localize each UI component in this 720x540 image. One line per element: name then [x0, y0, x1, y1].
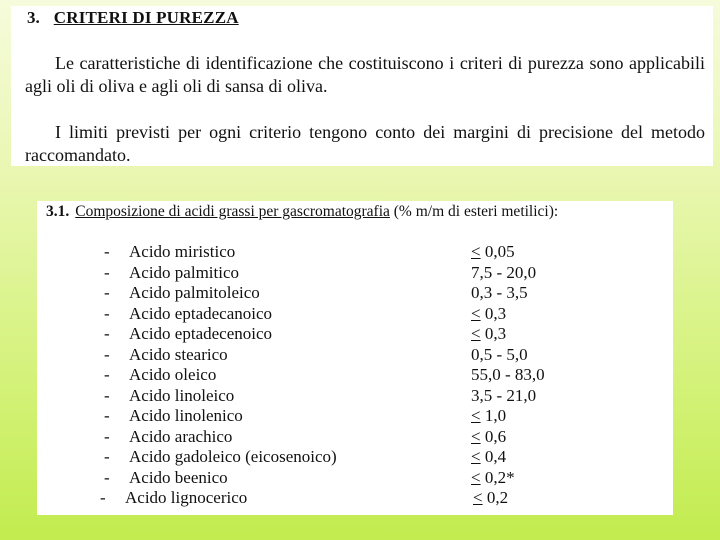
fatty-acid-limit: < 0,05: [471, 242, 515, 261]
subsection-title: Composizione di acidi grassi per gascromatografia: [75, 203, 390, 220]
section-number: 3.: [27, 8, 40, 27]
list-dash: -: [104, 242, 110, 261]
fatty-acid-limit: 55,0 - 83,0: [471, 365, 545, 384]
fatty-acid-row: [37, 468, 673, 488]
subsection-heading: [46, 203, 558, 221]
fatty-acid-row: [37, 345, 673, 365]
section-heading: [27, 8, 239, 28]
fatty-acid-name: Acido miristico: [129, 242, 236, 261]
paragraph-applicability: Le caratteristiche di identificazione che costituiscono i criteri di purezza sono applicabili agli oli di oliva e agli oli di sansa di oliva.: [25, 53, 705, 96]
fatty-acid-row: [37, 365, 673, 385]
fatty-acid-row: [37, 283, 673, 303]
fatty-acid-name: Acido beenico: [129, 467, 228, 487]
less-or-equal-sign: <: [473, 488, 483, 507]
fatty-acid-limit: 0,5 - 5,0: [471, 344, 528, 364]
fatty-acid-name: Acido eptadecanoico: [129, 303, 273, 323]
fatty-acid-limit: < 0,6: [471, 426, 507, 446]
fatty-acid-limit: < 0,2: [473, 488, 509, 507]
fatty-acid-name: Acido linoleico: [129, 385, 235, 405]
fatty-acid-row: [37, 263, 673, 283]
fatty-acid-name: Acido palmitico: [129, 262, 240, 282]
less-or-equal-sign: <: [471, 324, 481, 343]
fatty-acid-row: [37, 447, 673, 467]
fatty-acid-name: Acido eptadecenoico: [129, 324, 273, 343]
less-or-equal-sign: <: [471, 447, 481, 466]
fatty-acid-limit: 0,3 - 3,5: [471, 283, 528, 302]
less-or-equal-sign: <: [471, 467, 481, 487]
list-dash: -: [104, 426, 110, 446]
fatty-acid-limit: < 0,3: [471, 324, 507, 343]
less-or-equal-sign: <: [471, 426, 481, 446]
less-or-equal-sign: <: [471, 406, 481, 425]
fatty-acid-row: [37, 488, 673, 508]
list-dash: -: [104, 262, 110, 282]
fatty-acid-limit: 3,5 - 21,0: [471, 385, 537, 405]
list-dash: -: [104, 385, 110, 405]
list-dash: -: [104, 467, 110, 487]
list-dash: -: [104, 447, 110, 466]
fatty-acid-limit: < 0,2*: [471, 467, 515, 487]
fatty-acid-row: [37, 324, 673, 344]
fatty-acid-row: [37, 242, 673, 262]
fatty-acid-name: Acido linolenico: [129, 406, 243, 425]
less-or-equal-sign: <: [471, 242, 481, 261]
fatty-acid-limit: < 1,0: [471, 406, 507, 425]
fatty-acid-name: Acido palmitoleico: [129, 283, 260, 302]
list-dash: -: [104, 406, 110, 425]
list-dash: -: [104, 303, 110, 323]
fatty-acid-limit: 7,5 - 20,0: [471, 262, 537, 282]
fatty-acid-row: [37, 304, 673, 324]
fatty-acid-name: Acido lignocerico: [125, 488, 248, 507]
less-or-equal-sign: <: [471, 303, 481, 323]
fatty-acid-name: Acido stearico: [129, 344, 228, 364]
list-dash: -: [100, 488, 106, 507]
fatty-acid-name: Acido gadoleico (eicosenoico): [129, 447, 337, 466]
list-dash: -: [104, 365, 110, 384]
list-dash: -: [104, 344, 110, 364]
list-dash: -: [104, 283, 110, 302]
paragraph-limits: I limiti previsti per ogni criterio tengono conto dei margini di precisione del metodo raccomandato.: [25, 122, 705, 165]
fatty-acid-name: Acido arachico: [129, 426, 233, 446]
fatty-acid-name: Acido oleico: [129, 365, 217, 384]
list-dash: -: [104, 324, 110, 343]
fatty-acid-panel: [37, 201, 673, 515]
section-panel: [11, 6, 713, 166]
fatty-acid-limit: < 0,4: [471, 447, 507, 466]
fatty-acid-limit: < 0,3: [471, 303, 507, 323]
fatty-acid-row: [37, 406, 673, 426]
fatty-acid-row: [37, 427, 673, 447]
subsection-suffix: (% m/m di esteri metilici):: [389, 203, 559, 220]
subsection-number: 3.1.: [46, 203, 70, 220]
section-title: CRITERI DI PUREZZA: [53, 8, 239, 27]
fatty-acid-row: [37, 386, 673, 406]
